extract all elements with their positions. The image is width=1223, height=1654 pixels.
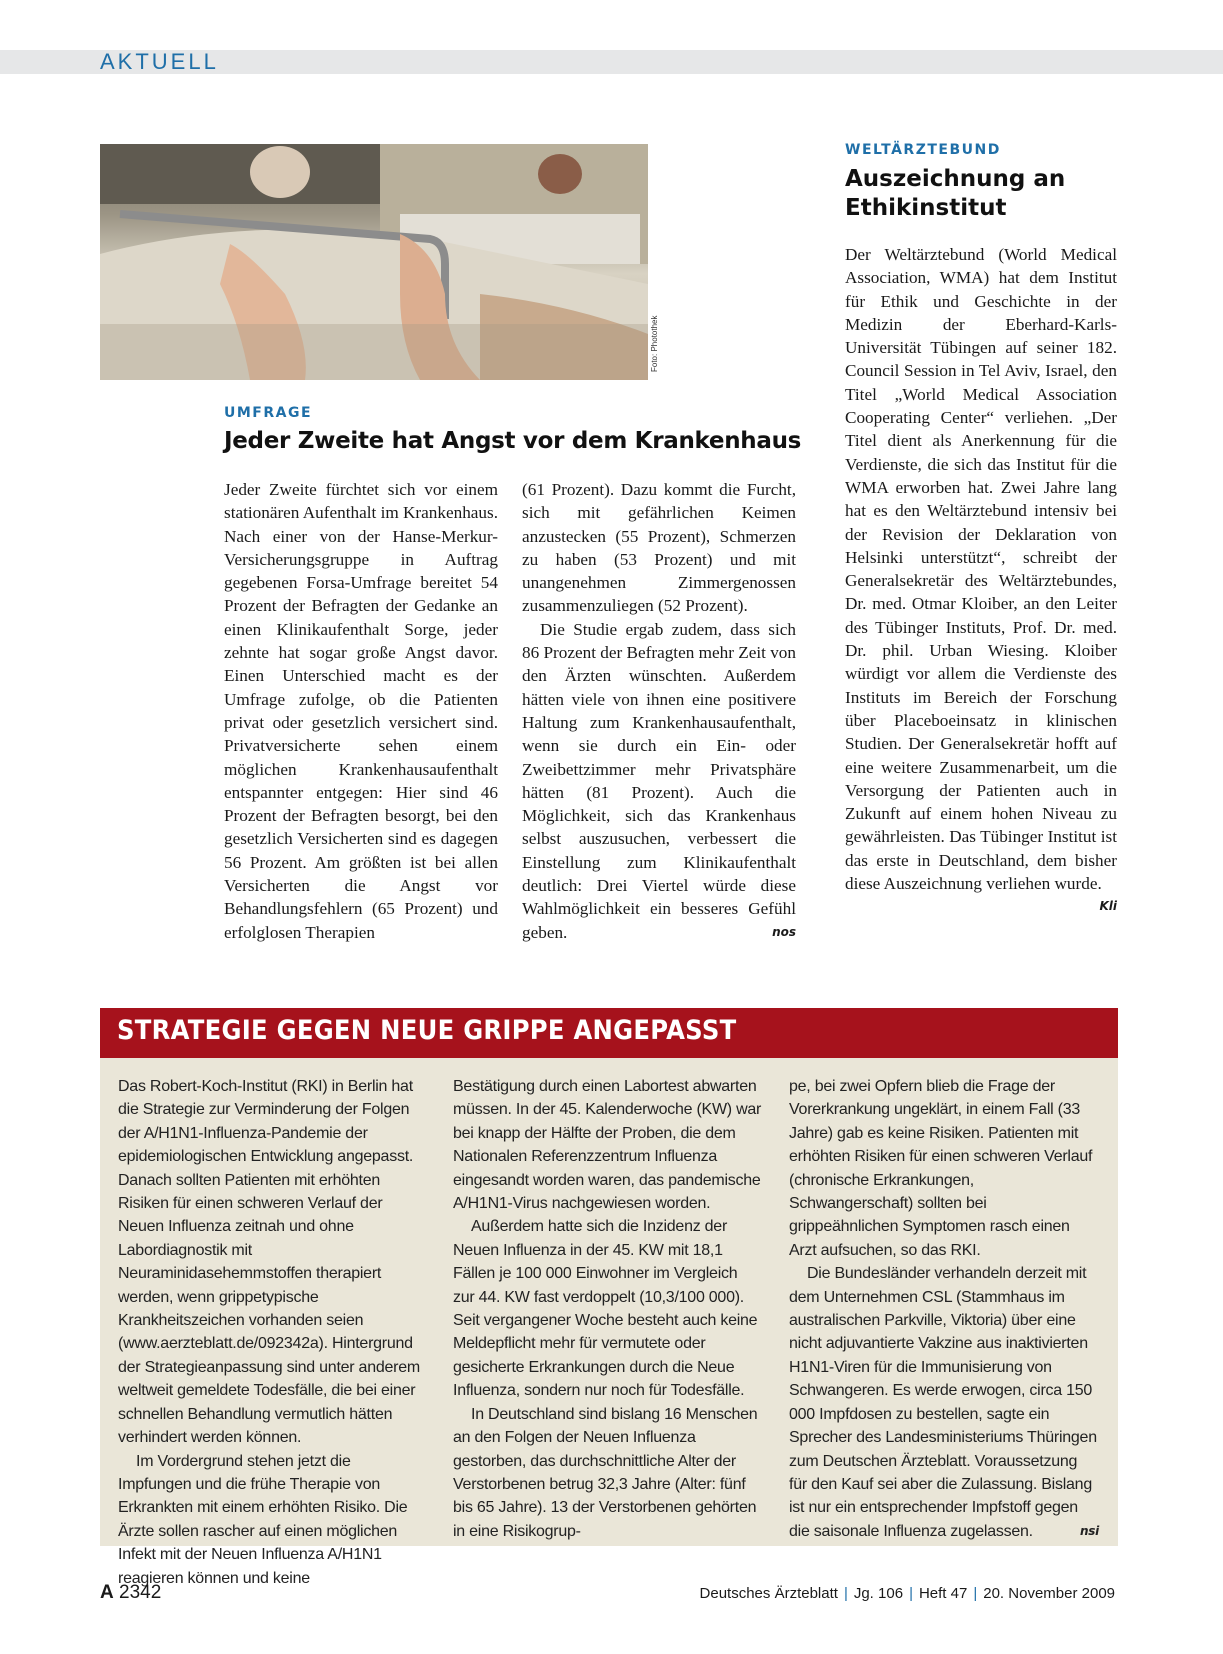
- page-number-value: 2342: [119, 1582, 162, 1603]
- wma-headline: Auszeichnung an Ethikinstitut: [845, 166, 1066, 221]
- footer-info: [700, 1585, 1115, 1602]
- wma-paragraph: [845, 243, 1117, 914]
- umfrage-paragraph: (61 Prozent). Dazu kommt die Furcht, sich mit gefährlichen Keimen anzustecken (55 Prozent), Schmerzen zu haben (53 Prozent) und mit unangenehmen Zimmergenossen zusammenzuliegen (52 Prozent).: [522, 480, 796, 616]
- grippe-paragraph: Bestätigung durch einen Labortest abwarten müssen. In der 45. Kalenderwoche (KW) war bei knapp der Hälfte der Proben, die dem Nationalen Referenzzentrum Influenza eingesandt worden waren, das pandemische A/H1N1-Virus nachgewiesen worden.: [453, 1078, 762, 1213]
- journal-issue: Heft 47: [918, 1585, 968, 1602]
- journal-volume: Jg. 106: [853, 1585, 904, 1602]
- grippe-signature: nsi: [1079, 1523, 1099, 1538]
- umfrage-paragraph: Jeder Zweite fürchtet sich vor einem stationären Aufenthalt im Krankenhaus. Nach einer von der Hanse-Merkur-Versicherungsgruppe in Auftrag gegebenen Forsa-Umfrage bereitet 54 Prozent der Befragten der Gedanke an einen Klinikaufenthalt Sorge, jeder zehnte hat sogar große Angst davor. Einen Unterschied macht es der Umfrage zufolge, ob die Patienten privat oder gesetzlich versichert sind. Privatversicherte sehen einem möglichen Krankenhausaufenthalt entspannter entgegen: Hier sind 46 Prozent der Befragten besorgt, bei den gesetzlich Versicherten sind es dagegen 56 Prozent. Am größten ist bei allen Versicherten die Angst vor Behandlungsfehlern (65 Prozent) und erfolglosen Therapien: [224, 480, 498, 942]
- footer-divider: |: [973, 1585, 978, 1602]
- grippe-paragraph: Im Vordergrund stehen jetzt die Impfungen und die frühe Therapie von Erkrankten mit einem erhöhten Risiko. Die Ärzte sollen rascher auf einen möglichen Infekt mit der Neuen Influenza A/H1N1 reagieren können und keine: [118, 1452, 408, 1587]
- hospital-photo: [100, 144, 648, 380]
- grippe-paragraph: Außerdem hatte sich die Inzidenz der Neuen Influenza in der 45. KW mit 18,1 Fällen je 100 000 Einwohner im Vergleich zur 44. KW fast verdoppelt (10,3/100 000). Seit vergangener Woche besteht auch keine Meldepflicht mehr für vermutete oder gesicherte Erkrankungen durch die Neue Influenza, sondern nur noch für Todesfälle.: [453, 1218, 758, 1400]
- journal-name: Deutsches Ärzteblatt: [699, 1585, 838, 1602]
- wma-signature: Kli: [1099, 899, 1117, 914]
- umfrage-paragraph: [522, 618, 796, 944]
- wma-column: [845, 243, 1117, 919]
- grippe-paragraph: pe, bei zwei Opfern blieb die Frage der Vorerkrankung ungeklärt, in einem Fall (33 Jahre) gab es keine Risiken. Patienten mit erhöhten Risiken für einen schweren Verlauf (chronische Erkrankungen, Schwangerschaft) sollten bei grippeähnlichen Symptomen rasch einen Arzt aufsuchen, so das RKI.: [789, 1078, 1093, 1259]
- footer-divider: |: [843, 1585, 848, 1602]
- grippe-paragraph-text: Die Bundesländer verhandeln derzeit mit dem Unternehmen CSL (Stammhaus im australischen Parkville, Viktoria) über eine nicht adjuvantierte Vakzine aus inaktivierten H1N1-Viren für die Immunisierung von Schwangeren. Es werde erwogen, circa 150 000 Impfdosen zu bestellen, sagte ein Sprecher des Landesministeriums Thüringen zum Deutschen Ärzteblatt. Voraussetzung für den Kauf sei aber die Zulassung. Bislang ist nur ein entsprechender Impfstoff gegen die saisonale Influenza zugelassen.: [789, 1265, 1097, 1540]
- umfrage-headline: Jeder Zweite hat Angst vor dem Krankenhaus: [224, 428, 802, 454]
- grippe-column-1: [118, 1075, 423, 1590]
- umfrage-paragraph-text: Die Studie ergab zudem, dass sich 86 Prozent der Befragten mehr Zeit von den Ärzten wünschten. Außerdem hätten viele von ihnen eine positivere Haltung zum Krankenhausaufenthalt, wenn sie durch ein Ein- oder Zweibettzimmer mehr Privatsphäre hätten (81 Prozent). Auch die Möglichkeit, sich das Krankenhaus selbst auszusuchen, verbessert die Einstellung zum Klinikaufenthalt deutlich: Drei Viertel würde diese Wahlmöglichkeit ein besseres Gefühl geben.: [522, 619, 796, 942]
- grippe-column-3: [789, 1075, 1099, 1543]
- page-number: [100, 1582, 161, 1604]
- grippe-column-2: [453, 1075, 763, 1543]
- grippe-paragraph: [789, 1262, 1099, 1543]
- umfrage-column-1: [224, 478, 498, 944]
- wma-kicker: WELTÄRZTEBUND: [845, 142, 1001, 158]
- grippe-paragraph: In Deutschland sind bislang 16 Menschen an den Folgen der Neuen Influenza gestorben, das durchschnittliche Alter der Verstorbenen betrug 32,3 Jahre (Alter: fünf bis 65 Jahre). 13 der Verstorbenen gehörten in eine Risikogrup-: [453, 1405, 758, 1540]
- grippe-paragraph: Das Robert-Koch-Institut (RKI) in Berlin hat die Strategie zur Verminderung der Folgen der A/H1N1-Influenza-Pandemie der epidemiologischen Entwicklung angepasst. Danach sollten Patienten mit erhöhten Risiken für einen schweren Verlauf der Neuen Influenza zeitnah und ohne Labordiagnostik mit Neuraminidasehemmstoffen therapiert werden, wenn grippetypische Krankheitszeichen vorhanden seien (www.aerzteblatt.de/092342a). Hintergrund der Strategieanpassung sind unter anderem weltweit gemeldete Todesfälle, die bei einer schnellen Behandlung vermutlich hätten verhindert werden können.: [118, 1078, 420, 1447]
- section-label: AKTUELL: [100, 49, 219, 74]
- photo-credit: Foto: Photothek: [650, 315, 659, 372]
- umfrage-signature: nos: [772, 924, 796, 939]
- journal-date: 20. November 2009: [983, 1585, 1115, 1602]
- page-letter: A: [100, 1582, 114, 1603]
- umfrage-column-2: [522, 478, 796, 944]
- grippe-title: STRATEGIE GEGEN NEUE GRIPPE ANGEPASST: [117, 1015, 737, 1046]
- footer-divider: |: [909, 1585, 913, 1602]
- umfrage-kicker: UMFRAGE: [224, 405, 313, 421]
- wma-paragraph-text: Der Weltärztebund (World Medical Association, WMA) hat dem Institut für Ethik und Geschichte in der Medizin der Eberhard-Karls-Universität Tübingen auf seiner 182. Council Session in Tel Aviv, Israel, den Titel „World Medical Association Cooperating Center“ verliehen. „Der Titel dient als Anerkennung für die Verdienste, die sich das Institut für die WMA erworben hat. Zwei Jahre lang hat es den Weltärztebund intensiv bei der Revision der Deklaration von Helsinki unterstützt“, schreibt der Generalsekretär des Weltärztebundes, Dr. med. Otmar Kloiber, an den Leiter des Tübinger Instituts, Prof. Dr. med. Dr. phil. Urban Wiesing. Kloiber würdigt vor allem die Verdienste des Instituts im Bereich der Forschung über Placeboeinsatz in klinischen Studien. Der Generalsekretär hofft auf eine weitere Zusammenarbeit, um die Versorgung der Patienten auch in Zukunft auf einem hohen Niveau zu gewährleisten. Das Tübinger Institut ist das erste in Deutschland, dem bisher diese Auszeichnung verliehen wurde.: [845, 245, 1117, 894]
